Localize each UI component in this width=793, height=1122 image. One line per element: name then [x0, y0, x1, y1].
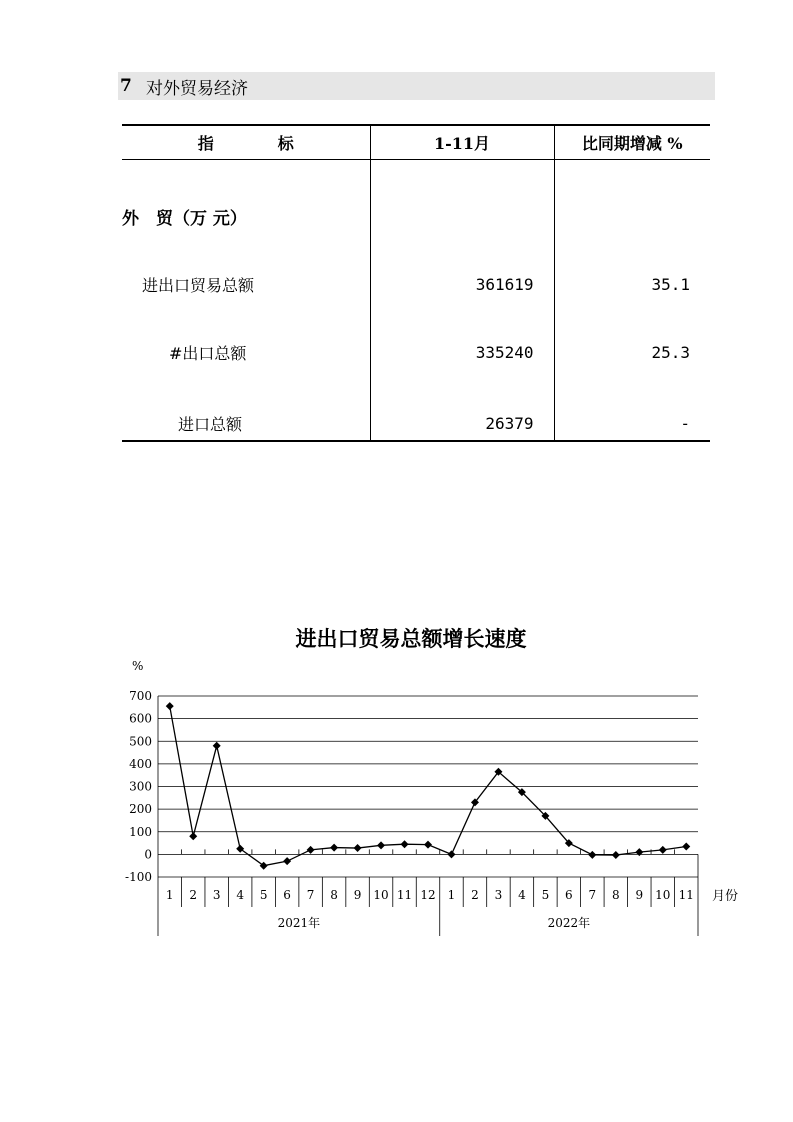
table-row [122, 407, 710, 441]
month-label: 3 [212, 888, 221, 902]
y-axis-unit: % [132, 659, 144, 673]
data-point [424, 841, 432, 849]
table-header-row [122, 125, 710, 160]
month-label: 7 [306, 888, 315, 902]
month-label: 4 [518, 888, 526, 902]
month-label: 11 [678, 888, 694, 902]
month-label: 8 [612, 888, 620, 902]
y-axis-ticks [125, 689, 152, 884]
table-row [122, 336, 710, 369]
data-point [447, 850, 455, 858]
chart-title: 进出口贸易总额增长速度 [295, 626, 527, 651]
data-point [166, 702, 174, 710]
row-name: 进出口贸易总额 [122, 268, 370, 301]
y-tick-label: 100 [129, 824, 152, 839]
x-axis-unit: 月份 [712, 889, 739, 904]
data-point [682, 842, 690, 850]
month-label: 8 [330, 888, 338, 902]
y-tick-label: 500 [129, 734, 152, 749]
data-point [588, 851, 596, 859]
header-indicator-right: 标 [277, 134, 294, 153]
section-title: 对外贸易经济 [146, 78, 248, 99]
y-tick-label: 400 [129, 756, 152, 771]
section-header [118, 72, 715, 100]
row-value: 26379 [370, 407, 554, 441]
header-indicator [122, 125, 370, 160]
month-label: 12 [420, 888, 436, 902]
row-change: 35.1 [651, 274, 690, 294]
row-value: 361619 [370, 268, 554, 301]
row-change: 25.3 [651, 342, 690, 362]
table-row [122, 268, 710, 301]
month-label: 6 [565, 888, 573, 902]
row-value: 335240 [370, 336, 554, 369]
row-name: 进口总额 [122, 407, 370, 441]
series [166, 702, 691, 870]
month-label: 2 [471, 888, 479, 902]
row-name: #出口总额 [122, 336, 370, 369]
header-indicator-left: 指 [197, 134, 214, 153]
data-point [307, 846, 315, 854]
stats-table [122, 124, 710, 442]
month-label: 1 [447, 888, 456, 902]
chart-container [0, 610, 793, 950]
y-tick-label: 200 [129, 802, 152, 817]
y-tick-label: 700 [129, 689, 152, 703]
x-axis [166, 849, 694, 936]
month-label: 10 [655, 888, 671, 902]
data-point [189, 832, 197, 840]
y-tick-label: -100 [125, 870, 152, 884]
month-label: 10 [373, 888, 389, 902]
y-tick-label: 600 [129, 711, 152, 726]
row-change: - [554, 407, 710, 441]
month-label: 9 [353, 888, 362, 902]
month-label: 9 [635, 888, 644, 902]
group-label: 外 贸（万 元） [122, 200, 370, 233]
year-label: 2021年 [277, 916, 321, 930]
data-point [635, 848, 643, 856]
data-point [659, 846, 667, 854]
header-period: 1-11月 [370, 125, 554, 160]
y-tick-label: 0 [144, 847, 152, 862]
month-label: 3 [494, 888, 503, 902]
month-label: 2 [189, 888, 198, 902]
month-label: 5 [259, 888, 268, 902]
data-point [377, 841, 385, 849]
month-label: 4 [236, 888, 244, 902]
month-label: 7 [588, 888, 597, 902]
month-label: 11 [396, 888, 413, 902]
header-yoy: 比同期增减 % [554, 125, 710, 160]
section-number: 7 [120, 76, 132, 96]
growth-line-chart [0, 610, 793, 950]
data-point [354, 844, 362, 852]
year-label: 2022年 [547, 916, 591, 930]
data-point [283, 857, 291, 865]
month-label: 6 [283, 888, 291, 902]
data-point [213, 742, 221, 750]
data-point [612, 851, 620, 859]
data-point [330, 844, 338, 852]
data-point [401, 840, 409, 848]
month-label: 5 [541, 888, 550, 902]
month-label: 1 [165, 888, 174, 902]
y-tick-label: 300 [129, 779, 152, 794]
